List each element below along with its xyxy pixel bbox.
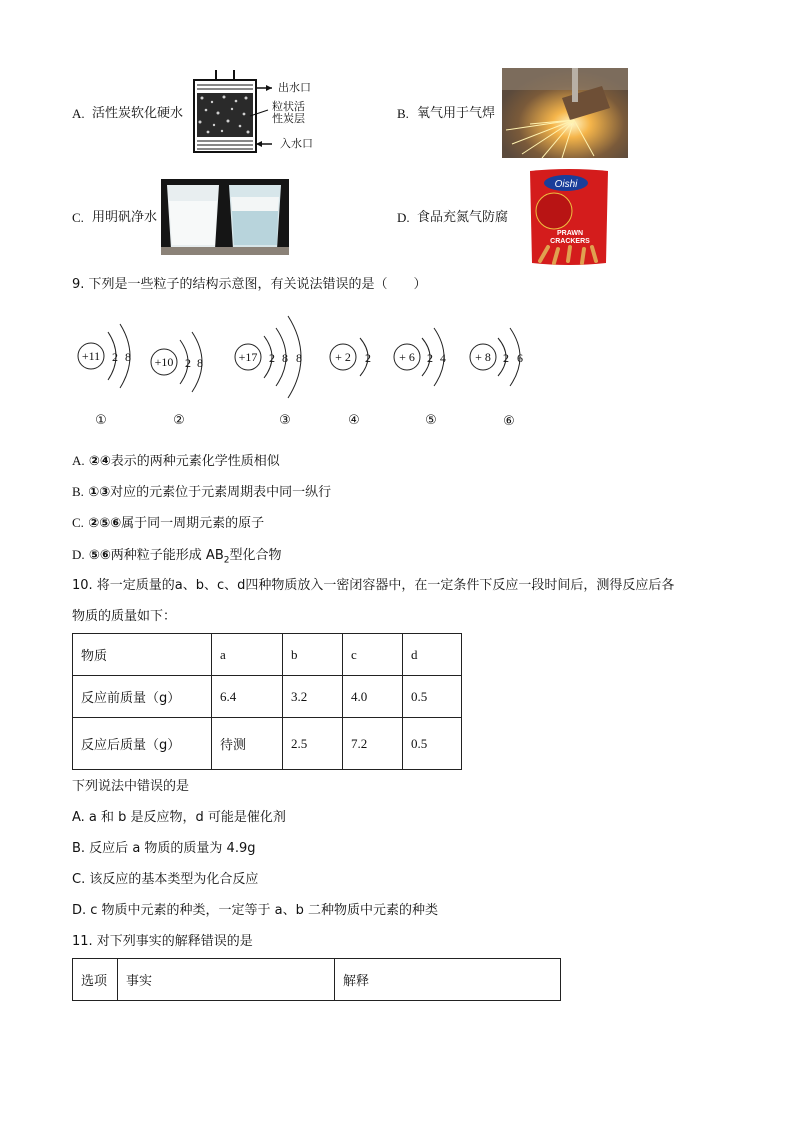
q10-option-b: B. 反应后 a 物质的质量为 4.9g [72,841,256,856]
nucleus-charge: +11 [81,349,101,363]
table-cell: 解释 [335,959,561,1001]
outlet-label: 出水口 [278,81,311,94]
svg-text:CRACKERS: CRACKERS [550,238,590,245]
shell-electrons: 2 [503,351,509,365]
table-cell: 选项 [73,959,118,1001]
q9-option-c: C. ②⑤⑥属于同一周期元素的原子 [72,515,265,531]
q11-table [72,958,561,1001]
table-cell: 待测 [212,718,283,770]
particle-number: ① [95,413,107,428]
prawn-crackers-package-photo [526,167,612,267]
svg-text:Oishi: Oishi [554,179,578,190]
carbon-layer-label-2: 性炭层 [272,112,305,125]
table-cell: 6.4 [212,676,283,718]
table-cell: 0.5 [403,676,462,718]
option-text: 活性炭软化硬水 [92,106,184,121]
shell-electrons: 8 [296,351,302,365]
table-cell: 事实 [118,959,335,1001]
nucleus-charge: + 8 [475,350,491,364]
table-cell: d [403,634,462,676]
particle-number: ③ [279,413,291,428]
table-row [73,718,462,770]
option-text: 氧气用于气焊 [417,106,496,121]
table-cell: 4.0 [343,676,403,718]
table-cell: 物质 [73,634,212,676]
q10-stem-line1: 10. 将一定质量的a、b、c、d四种物质放入一密闭容器中，在一定条件下反应一段时间后，测得反应后各 [72,578,675,593]
q11-stem: 11. 对下列事实的解释错误的是 [72,934,253,949]
particle-structure-diagrams [70,310,540,440]
shell-electrons: 4 [440,351,446,365]
q10-option-c: C. 该反应的基本类型为化合反应 [72,872,259,887]
shell-electrons: 8 [197,356,203,370]
nucleus-charge: + 6 [399,350,415,364]
table-row [73,959,561,1001]
table-cell: b [283,634,343,676]
shell-electrons: 8 [282,351,288,365]
shell-electrons: 6 [517,351,523,365]
table-cell: 7.2 [343,718,403,770]
q9-option-a: A. ②④表示的两种元素化学性质相似 [72,453,280,469]
carbon-layer-label-1: 粒状活 [272,100,305,113]
table-cell: a [212,634,283,676]
table-cell: 2.5 [283,718,343,770]
table-cell: 反应前质量（g） [73,676,212,718]
option-label: A. [72,106,85,121]
nucleus-charge: + 2 [335,350,351,364]
alum-water-photo [161,179,289,255]
table-cell: c [343,634,403,676]
shell-electrons: 2 [365,351,371,365]
gas-welding-photo [502,68,628,158]
q10-option-a: A. a 和 b 是反应物，d 可能是催化剂 [72,810,286,825]
table-cell: 反应后质量（g） [73,718,212,770]
particle-number: ④ [348,413,360,428]
table-row [73,634,462,676]
particle-number: ⑥ [503,414,515,429]
q9-stem: 9. 下列是一些粒子的结构示意图，有关说法错误的是（ ） [72,277,427,292]
shell-electrons: 2 [269,351,275,365]
option-text: 食品充氮气防腐 [417,210,509,225]
particle-number: ② [173,413,185,428]
q9-option-b: B. ①③对应的元素位于元素周期表中同一纵行 [72,484,332,500]
nucleus-charge: +10 [154,355,174,369]
inlet-label: 入水口 [280,137,313,150]
table-cell: 0.5 [403,718,462,770]
option-text: 用明矾净水 [92,210,158,225]
q10-mass-table [72,633,462,770]
option-label: B. [397,106,409,121]
q10-option-d: D. c 物质中元素的种类，一定等于 a、b 二种物质中元素的种类 [72,903,439,918]
q9-option-d: D. ⑤⑥两种粒子能形成 $AB_2$型化合物 [72,547,282,566]
shell-electrons: 8 [125,350,131,364]
nucleus-charge: +17 [238,350,258,364]
svg-text:PRAWN: PRAWN [556,230,584,237]
shell-electrons: 2 [185,356,191,370]
shell-electrons: 2 [112,350,118,364]
q10-stem-line2: 物质的质量如下： [72,609,177,624]
q10-after-text: 下列说法中错误的是 [72,779,190,794]
particle-number: ⑤ [425,413,437,428]
option-label: C. [72,210,84,225]
option-label: D. [397,210,410,225]
table-cell: 3.2 [283,676,343,718]
table-row [73,676,462,718]
shell-electrons: 2 [427,351,433,365]
